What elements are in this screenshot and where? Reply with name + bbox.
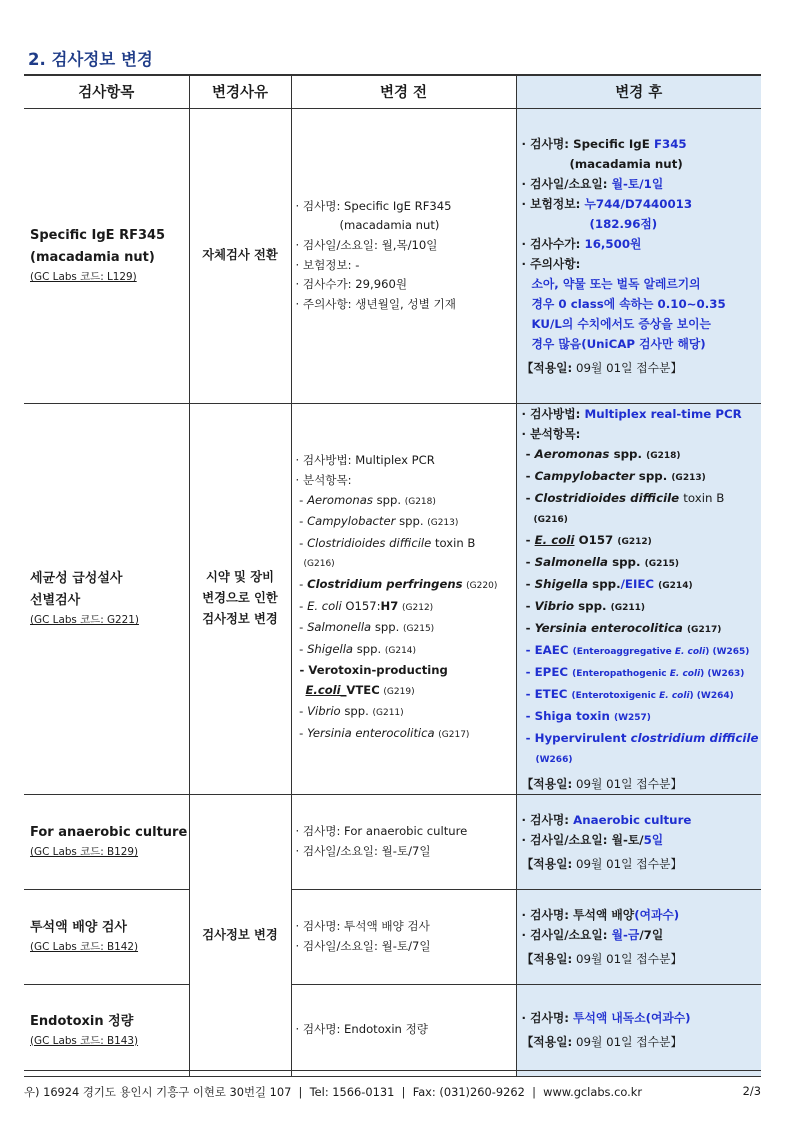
after-cell: · 검사방법: Multiplex real-time PCR · 분석항목: - Aeromonas spp. (G218) - Campylobacter spp. (G213) - Clostridioides difficile toxin B (G216) - E. coli O157 (G212) - Salmonella spp. (G215) - Shigella spp./EIEC (G214) - Vibrio spp. (G211) - Yersinia enterocolitica (G217) - EAEC (Enteroaggregative E. coli) (W265) - EPEC (Enteropathogenic E. coli) (W263) - ETEC (Enterotoxigenic E. coli) (W264) - Shiga toxin (W257) - Hypervirulent clostridium difficile (W266) 【적용일: 09월 01일 접수분】 bbox=[516, 403, 761, 794]
after-cell: · 검사명: Anaerobic culture · 검사일/소요일: 월-토/5일 【적용일: 09월 01일 접수분】 bbox=[516, 794, 761, 889]
table-row bbox=[24, 889, 761, 984]
item-code: (GC Labs 코드: B143) bbox=[30, 1034, 139, 1047]
reason-cell: 검사정보 변경 bbox=[189, 794, 291, 1076]
before-cell: · 검사명: Specific IgE RF345 (macadamia nut) · 검사일/소요일: 월,목/10일 · 보험정보: - · 검사수가: 29,960원 · 주의사항: 생년월일, 성별 기재 bbox=[291, 108, 516, 403]
apply-date: 【적용일: 09월 01일 접수분】 bbox=[521, 951, 683, 966]
item-code: (GC Labs 코드: L129) bbox=[30, 271, 137, 283]
item-code: (GC Labs 코드: B129) bbox=[30, 846, 139, 858]
change-table bbox=[24, 74, 761, 1077]
table-row bbox=[24, 403, 761, 794]
reason-cell: 시약 및 장비 변경으로 인한 검사정보 변경 bbox=[189, 403, 291, 794]
page-number: 2/3 bbox=[742, 1084, 761, 1098]
item-cell: 투석액 배양 검사 (GC Labs 코드: B142) bbox=[24, 889, 189, 984]
table-row bbox=[24, 108, 761, 403]
header-reason: 변경사유 bbox=[189, 75, 291, 108]
header-before: 변경 전 bbox=[291, 75, 516, 108]
item-code: (GC Labs 코드: B142) bbox=[30, 941, 139, 953]
footer-address: 우) 16924 경기도 용인시 기흥구 이현로 30번길 107 | Tel: 1566-0131 | Fax: (031)260-9262 | www.gclabs.co.kr bbox=[24, 1085, 643, 1099]
after-cell: · 검사명: 투석액 배양(여과수) · 검사일/소요일: 월-금/7일 【적용일: 09월 01일 접수분】 bbox=[516, 889, 761, 984]
before-cell: · 검사명: Endotoxin 정량 bbox=[291, 984, 516, 1076]
apply-date: 【적용일: 09월 01일 접수분】 bbox=[521, 776, 683, 791]
table-header-row bbox=[24, 75, 761, 108]
item-code: (GC Labs 코드: G221) bbox=[30, 614, 139, 626]
table-row bbox=[24, 984, 761, 1076]
before-cell: · 검사방법: Multiplex PCR · 분석항목: - Aeromonas spp. (G218) - Campylobacter spp. (G213) - Clostridioides difficile toxin B (G216) - Clostridium perfringens (G220) - E. coli O157:H7 (G212) - Salmonella spp. (G215) - Shigella spp. (G214) - Verotoxin-producting E.coli_VTEC (G219) - Vibrio spp. (G211) - Yersinia enterocolitica (G217) bbox=[291, 403, 516, 794]
after-cell: · 검사명: 투석액 내독소(여과수) 【적용일: 09월 01일 접수분】 bbox=[516, 984, 761, 1076]
before-cell: · 검사명: For anaerobic culture · 검사일/소요일: 월-토/7일 bbox=[291, 794, 516, 889]
table-row bbox=[24, 794, 761, 889]
reason-cell: 자체검사 전환 bbox=[189, 108, 291, 403]
before-cell: · 검사명: 투석액 배양 검사 · 검사일/소요일: 월-토/7일 bbox=[291, 889, 516, 984]
apply-date: 【적용일: 09월 01일 접수분】 bbox=[521, 856, 683, 871]
section-title: 2. 검사정보 변경 bbox=[28, 50, 153, 69]
item-cell: 세균성 급성설사 선별검사 (GC Labs 코드: G221) bbox=[24, 403, 189, 794]
after-cell: · 검사명: Specific IgE F345 (macadamia nut) · 검사일/소요일: 월-토/1일 · 보험정보: 누744/D7440013 (182.96점) · 검사수가: 16,500원 · 주의사항: 소아, 약물 또는 벌독 알레르기의 경우 0 class에 속하는 0.10~0.35 KU/L의 수치에서도 증상을 보이는 경우 많음(UniCAP 검사만 해당) 【적용일: 09월 01일 접수분】 bbox=[516, 108, 761, 403]
page-footer bbox=[24, 1070, 761, 1100]
header-after: 변경 후 bbox=[516, 75, 761, 108]
item-cell: Specific IgE RF345 (macadamia nut) (GC Labs 코드: L129) bbox=[24, 108, 189, 403]
item-cell: For anaerobic culture (GC Labs 코드: B129) bbox=[24, 794, 189, 889]
header-item: 검사항목 bbox=[24, 75, 189, 108]
apply-date: 【적용일: 09월 01일 접수분】 bbox=[521, 360, 683, 375]
item-cell: Endotoxin 정량 (GC Labs 코드: B143) bbox=[24, 984, 189, 1076]
apply-date: 【적용일: 09월 01일 접수분】 bbox=[521, 1035, 683, 1049]
